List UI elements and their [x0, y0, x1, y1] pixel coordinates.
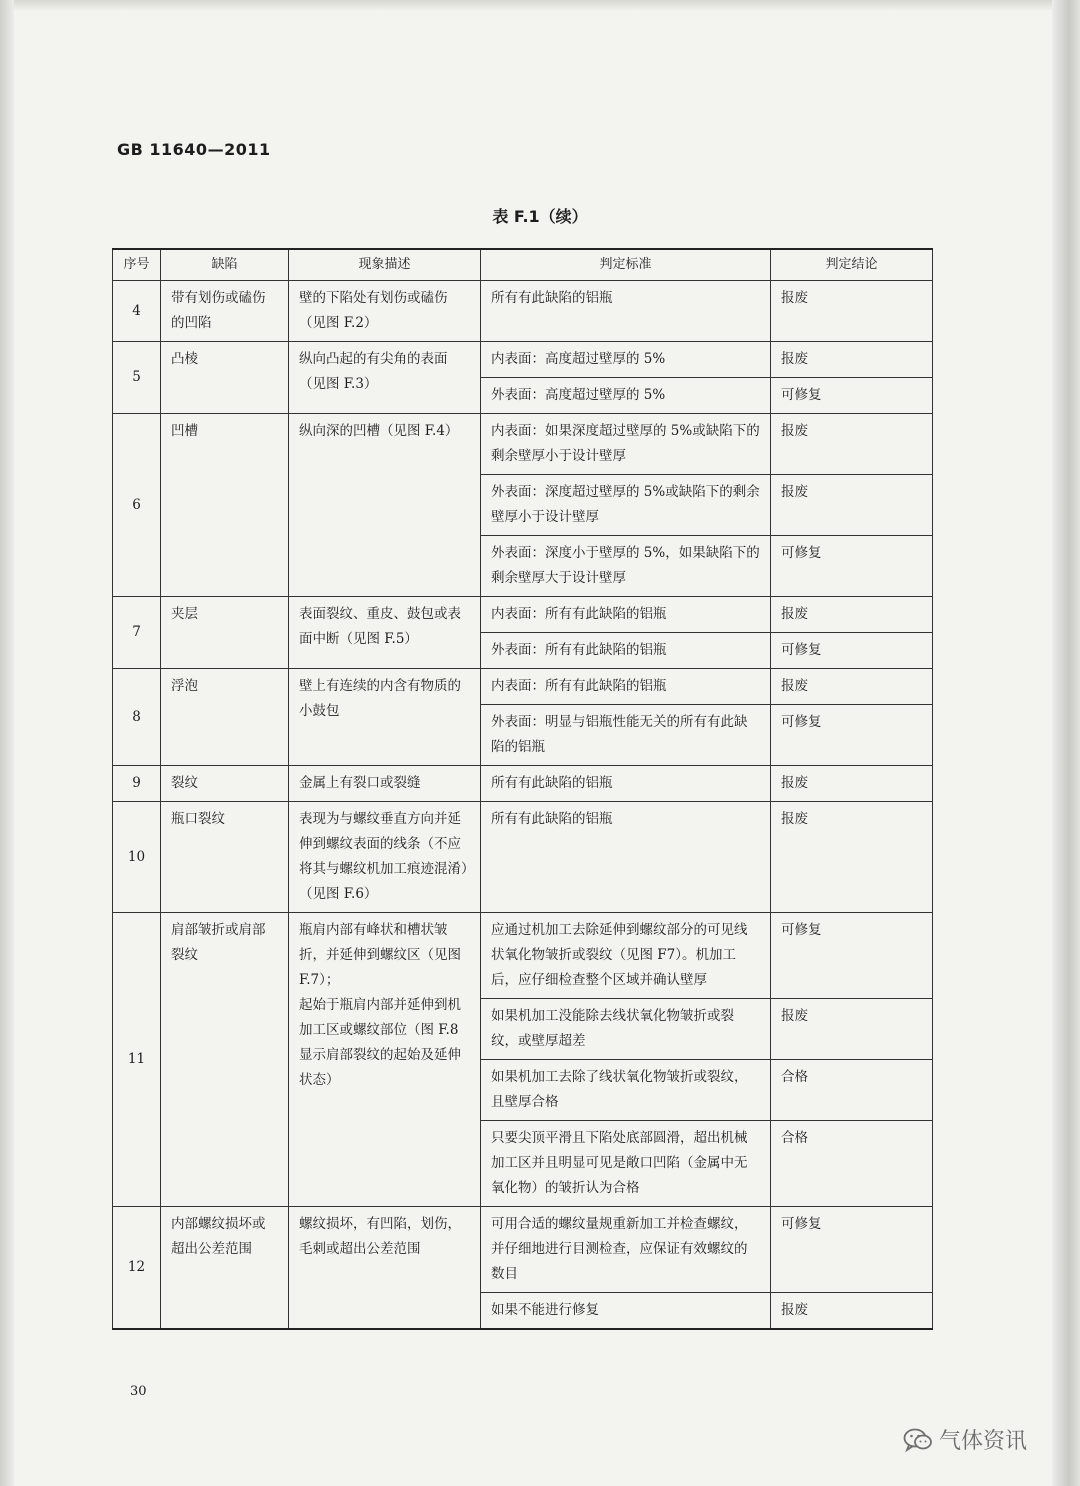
conclusion: 可修复	[771, 378, 933, 414]
defect-description: 金属上有裂口或裂缝	[289, 766, 481, 802]
table-header-row	[113, 249, 933, 281]
conclusion: 合格	[771, 1121, 933, 1207]
criteria-text: 内表面：如果深度超过壁厚的 5%或缺陷下的剩余壁厚小于设计壁厚	[481, 414, 771, 475]
defect-name: 裂纹	[161, 766, 289, 802]
column-header-defect: 缺陷	[161, 249, 289, 281]
conclusion: 可修复	[771, 536, 933, 597]
row-number: 10	[113, 802, 161, 913]
conclusion: 报废	[771, 342, 933, 378]
criteria-text: 内表面：高度超过壁厚的 5%	[481, 342, 771, 378]
defect-name: 内部螺纹损坏或超出公差范围	[161, 1207, 289, 1330]
defect-description: 螺纹损坏，有凹陷，划伤，毛刺或超出公差范围	[289, 1207, 481, 1330]
defect-name: 凹槽	[161, 414, 289, 597]
defect-description: 壁上有连续的内含有物质的小鼓包	[289, 669, 481, 766]
scan-edge-top	[0, 0, 1080, 10]
table-row	[113, 802, 933, 913]
table-row	[113, 414, 933, 475]
criteria-text: 所有有此缺陷的铝瓶	[481, 281, 771, 342]
criteria-text: 外表面：深度小于壁厚的 5%，如果缺陷下的剩余壁厚大于设计壁厚	[481, 536, 771, 597]
row-number: 8	[113, 669, 161, 766]
criteria-text: 只要尖顶平滑且下陷处底部圆滑，超出机械加工区并且明显可见是敞口凹陷（金属中无氧化物）的皱折认为合格	[481, 1121, 771, 1207]
row-number: 12	[113, 1207, 161, 1330]
criteria-text: 外表面：高度超过壁厚的 5%	[481, 378, 771, 414]
table-row	[113, 766, 933, 802]
conclusion: 可修复	[771, 1207, 933, 1293]
column-header-no: 序号	[113, 249, 161, 281]
row-number: 11	[113, 913, 161, 1207]
table-row	[113, 342, 933, 378]
criteria-text: 内表面：所有有此缺陷的铝瓶	[481, 597, 771, 633]
conclusion: 报废	[771, 475, 933, 536]
criteria-text: 如果不能进行修复	[481, 1293, 771, 1330]
criteria-text: 如果机加工没能除去线状氧化物皱折或裂纹，或壁厚超差	[481, 999, 771, 1060]
row-number: 6	[113, 414, 161, 597]
defect-description: 瓶肩内部有峰状和槽状皱折，并延伸到螺纹区（见图 F.7）；	[299, 922, 461, 988]
criteria-text: 外表面：深度超过壁厚的 5%或缺陷下的剩余壁厚小于设计壁厚	[481, 475, 771, 536]
conclusion: 报废	[771, 1293, 933, 1330]
criteria-text: 所有有此缺陷的铝瓶	[481, 802, 771, 913]
conclusion: 可修复	[771, 633, 933, 669]
defect-description: 纵向深的凹槽（见图 F.4）	[289, 414, 481, 597]
criteria-text: 应通过机加工去除延伸到螺纹部分的可见线状氧化物皱折或裂纹（见图 F7）。机加工后，应仔细检查整个区域并确认壁厚	[481, 913, 771, 999]
criteria-text: 内表面：所有有此缺陷的铝瓶	[481, 669, 771, 705]
defect-name: 凸棱	[161, 342, 289, 414]
criteria-text: 所有有此缺陷的铝瓶	[481, 766, 771, 802]
criteria-text: 如果机加工去除了线状氧化物皱折或裂纹，且壁厚合格	[481, 1060, 771, 1121]
table-title: 表 F.1（续）	[492, 207, 588, 226]
column-header-criteria: 判定标准	[481, 249, 771, 281]
conclusion: 报废	[771, 802, 933, 913]
row-number: 7	[113, 597, 161, 669]
defect-description-continued: 起始于瓶肩内部并延伸到机加工区或螺纹部位（图 F.8 显示肩部裂纹的起始及延伸状态）	[299, 997, 461, 1088]
conclusion: 可修复	[771, 705, 933, 766]
table-row	[113, 669, 933, 705]
row-number: 4	[113, 281, 161, 342]
table-row	[113, 1207, 933, 1293]
defect-name: 瓶口裂纹	[161, 802, 289, 913]
conclusion: 报废	[771, 669, 933, 705]
conclusion: 合格	[771, 1060, 933, 1121]
conclusion: 报废	[771, 999, 933, 1060]
standard-code: GB 11640—2011	[117, 140, 271, 159]
criteria-text: 外表面：明显与铝瓶性能无关的所有有此缺陷的铝瓶	[481, 705, 771, 766]
conclusion: 报废	[771, 766, 933, 802]
defect-name: 带有划伤或磕伤的凹陷	[161, 281, 289, 342]
criteria-text: 外表面：所有有此缺陷的铝瓶	[481, 633, 771, 669]
watermark-text: 气体资讯	[939, 1429, 1028, 1454]
defect-name: 浮泡	[161, 669, 289, 766]
table-row	[113, 597, 933, 633]
wechat-icon	[903, 1427, 933, 1453]
conclusion: 报废	[771, 597, 933, 633]
page-number: 30	[130, 1384, 147, 1399]
conclusion: 报废	[771, 281, 933, 342]
defects-table	[112, 248, 933, 1330]
defect-description: 表面裂纹、重皮、鼓包或表面中断（见图 F.5）	[289, 597, 481, 669]
table-row	[113, 913, 933, 999]
defect-name: 夹层	[161, 597, 289, 669]
defect-description: 表现为与螺纹垂直方向并延伸到螺纹表面的线条（不应将其与螺纹机加工痕迹混淆）（见图 F.6）	[289, 802, 481, 913]
watermark	[903, 1424, 1027, 1455]
row-number: 5	[113, 342, 161, 414]
defect-description: 纵向凸起的有尖角的表面（见图 F.3）	[289, 342, 481, 414]
defect-description: 壁的下陷处有划伤或磕伤（见图 F.2）	[289, 281, 481, 342]
conclusion: 可修复	[771, 913, 933, 999]
criteria-text: 可用合适的螺纹量规重新加工并检查螺纹，并仔细地进行目测检查，应保证有效螺纹的数目	[481, 1207, 771, 1293]
conclusion: 报废	[771, 414, 933, 475]
defect-name: 肩部皱折或肩部裂纹	[161, 913, 289, 1207]
table-row	[113, 281, 933, 342]
column-header-description: 现象描述	[289, 249, 481, 281]
row-number: 9	[113, 766, 161, 802]
column-header-conclusion: 判定结论	[771, 249, 933, 281]
defect-description-cell	[289, 913, 481, 1207]
